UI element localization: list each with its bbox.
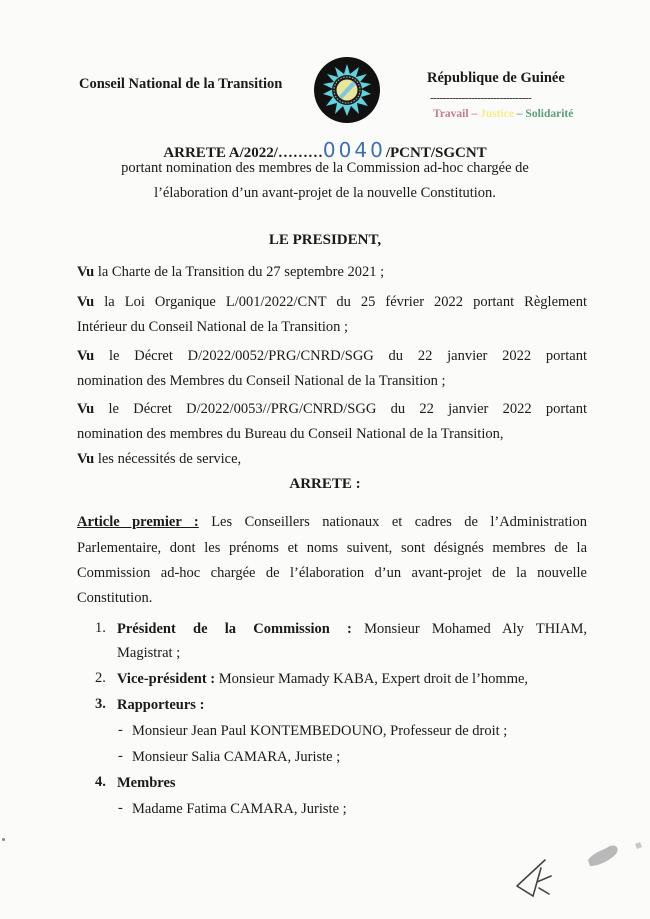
member-2-number: 2. (95, 670, 106, 686)
membres-heading: Membres (117, 775, 176, 791)
rapporteur-2: Monsieur Salia CAMARA, Juriste ; (132, 749, 341, 765)
signature-initials-icon (505, 848, 565, 908)
consideration-1: Vu la Charte de la Transition du 27 septembre 2021 ; (77, 264, 385, 280)
rapporteur-1: Monsieur Jean Paul KONTEMBEDOUNO, Professeur de droit ; (132, 723, 508, 739)
consideration-3-line1: Vu le Décret D/2022/0052/PRG/CNRD/SGG du 22 janvier 2022 portant (77, 348, 587, 364)
institution-name: Conseil National de la Transition (79, 76, 283, 92)
member-2-line (117, 670, 587, 688)
margin-mark (2, 838, 5, 841)
consideration-2-line2: Intérieur du Conseil National de la Transition ; (77, 319, 349, 335)
president-heading: LE PRESIDENT, (268, 232, 382, 248)
member-item-1: Madame Fatima CAMARA, Juriste ; (132, 801, 347, 817)
article-premier-line1: Article premier : Les Conseillers nationaux et cadres de l’Administration (77, 514, 587, 530)
consideration-4-line1: Vu le Décret D/2022/0053//PRG/CNRD/SGG du 22 janvier 2022 portant (77, 401, 587, 417)
consideration-5: Vu les nécessités de service, (77, 451, 242, 467)
motto-justice: Justice (480, 108, 514, 120)
member-name: Monsieur Mohamed Aly THIAM, (351, 621, 587, 637)
decree-handwritten-number: 0040 (322, 138, 386, 162)
national-motto (433, 108, 573, 120)
decree-title: ARRETE A/2022/………0040/PCNT/SGCNT (163, 138, 487, 162)
header-divider: -------------------------------- (430, 92, 532, 104)
motto-separator: – (468, 108, 481, 120)
decree-subtitle-line2: l’élaboration d’un avant-projet de la nouvelle Constitution. (154, 185, 496, 201)
rapporteurs-heading: Rapporteurs : (117, 697, 205, 713)
consideration-3-line2: nomination des Membres du Conseil National de la Transition ; (77, 373, 446, 389)
member-role: Président de la Commission : (117, 621, 352, 637)
motto-work: Travail (433, 108, 469, 120)
bullet: - (118, 748, 123, 764)
stamp-fragment-icon (580, 838, 650, 878)
country-name: République de Guinée (427, 70, 565, 86)
article-premier-line2: Parlementaire, dont les prénoms et noms suivent, sont désignés membres de la (77, 540, 587, 556)
member-1-number: 1. (95, 620, 106, 636)
decree-prefix: ARRETE A/2022/ (163, 145, 278, 161)
member-role: Vice-président : (117, 671, 216, 687)
consideration-4-line2: nomination des membres du Bureau du Conseil National de la Transition, (77, 426, 504, 442)
article-premier-line3: Commission ad-hoc chargée de l’élaboration d’un avant-projet de la nouvelle (77, 565, 587, 581)
decree-subtitle-line1: portant nomination des membres de la Commission ad-hoc chargée de (121, 160, 529, 176)
member-4-number: 4. (95, 774, 106, 790)
article-premier-line4: Constitution. (77, 590, 153, 606)
member-1-line1 (117, 620, 587, 638)
motto-solidarity: Solidarité (525, 108, 574, 120)
consideration-2-line1: Vu la Loi Organique L/001/2022/CNT du 25 février 2022 portant Règlement (77, 294, 587, 310)
motto-separator: – (513, 108, 526, 120)
decree-suffix: /PCNT/SGCNT (385, 145, 487, 161)
member-name: Monsieur Mamady KABA, Expert droit de l’homme, (215, 671, 529, 687)
member-3-number: 3. (95, 696, 106, 712)
article-premier-label: Article premier : (77, 514, 199, 530)
bullet: - (118, 800, 123, 816)
bullet: - (118, 722, 123, 738)
arrete-heading: ARRETE : (289, 476, 361, 492)
member-1-line2: Magistrat ; (117, 645, 181, 661)
cnt-seal-emblem-icon (313, 56, 381, 124)
